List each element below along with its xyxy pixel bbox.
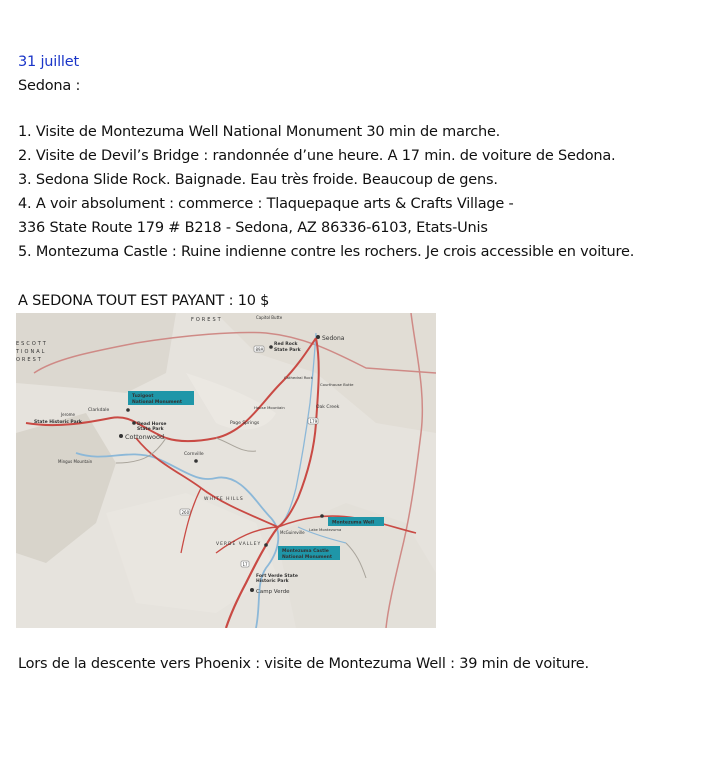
price-note: A SEDONA TOUT EST PAYANT : 10 $ <box>18 293 270 309</box>
map-label-prescott: ESCOTT <box>16 341 48 347</box>
map-label-forest-2: OREST <box>16 357 43 363</box>
list-item: 4. A voir absolument : commerce : Tlaquepaque arts & Crafts Village - <box>18 196 514 212</box>
map-label-cottonwood: Cottonwood <box>125 433 165 441</box>
map-label-white-hills: WHITE HILLS <box>204 497 244 502</box>
date-heading: 31 juillet <box>18 54 79 70</box>
footer-note: Lors de la descente vers Phoenix : visite de Montezuma Well : 39 min de voiture. <box>18 656 589 672</box>
map-label-fort-verde: Fort Verde State <box>256 574 298 579</box>
map-label-forest: FOREST <box>191 317 223 323</box>
map-label-lake-montezuma: Lake Montezuma <box>309 527 342 532</box>
map-road-179: 179 <box>309 418 318 424</box>
list-item: 2. Visite de Devil’s Bridge : randonnée d’une heure. A 17 min. de voiture de Sedona. <box>18 148 616 164</box>
map-label-mcguireville: McGuireville <box>280 530 305 535</box>
map-label-clarkdale: Clarkdale <box>88 408 110 413</box>
map-label-mingus: Mingus Mountain <box>58 459 93 464</box>
map-label-oak-creek: Oak Creek <box>316 405 340 410</box>
map-label-camp-verde: Camp Verde <box>256 589 290 595</box>
map-road-17: 17 <box>242 561 248 567</box>
map-label-house-mountain: House Mountain <box>254 405 285 410</box>
map-label-dead-horse-park: State Park <box>137 427 164 432</box>
map-label-red-rock-park: State Park <box>274 348 301 353</box>
map-label-tuzigoot-nm: National Monument <box>132 400 183 405</box>
map-label-capitol-butte: Capitol Butte <box>256 315 283 320</box>
map-label-courthouse-butte: Courthouse Butte <box>320 382 354 387</box>
map-label-montezuma-castle-nm: National Monument <box>282 555 333 560</box>
map-road-260: 260 <box>181 509 190 515</box>
map-label-page-springs: Page Springs <box>230 421 260 426</box>
map-label-dead-horse: Dead Horse <box>137 422 167 427</box>
location-heading: Sedona : <box>18 78 81 94</box>
map-label-national: TIONAL <box>16 349 47 355</box>
map-label-jerome: Jerome <box>61 412 76 417</box>
list-item: 1. Visite de Montezuma Well National Monument 30 min de marche. <box>18 124 501 140</box>
map-label-cornville: Cornville <box>184 452 204 457</box>
list-item: 3. Sedona Slide Rock. Baignade. Eau très froide. Beaucoup de gens. <box>18 172 498 188</box>
map-label-cathedral-rock: Cathedral Rock <box>284 375 313 380</box>
map-label-verde-valley: VERDE VALLEY <box>216 542 262 547</box>
map-label-sedona: Sedona <box>322 335 345 342</box>
map-label-montezuma-castle: Montezuma Castle <box>282 549 329 554</box>
list-item-address: 336 State Route 179 # B218 - Sedona, AZ 86336-6103, Etats-Unis <box>18 220 488 236</box>
area-map <box>16 313 436 628</box>
map-label-tuzigoot: Tuzigoot <box>132 394 154 399</box>
map-label-montezuma-well: Montezuma Well <box>332 520 375 526</box>
map-label-jerome-park: State Historic Park <box>34 420 82 425</box>
list-item: 5. Montezuma Castle : Ruine indienne contre les rochers. Je crois accessible en voiture. <box>18 244 635 260</box>
map-road-89a: 89A <box>255 346 264 352</box>
map-label-red-rock: Red Rock <box>274 342 298 347</box>
map-label-fort-verde-park: Historic Park <box>256 579 289 584</box>
